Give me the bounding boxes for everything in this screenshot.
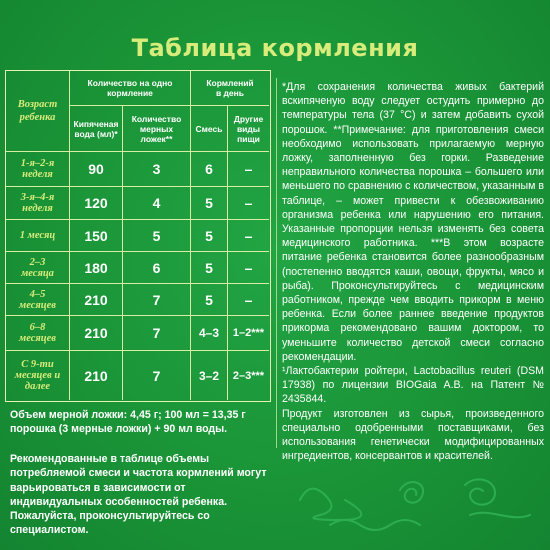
table-cell-spoons: 7 bbox=[152, 291, 161, 308]
table-cell-mix: 4–3 bbox=[198, 326, 220, 340]
table-cell-water: 180 bbox=[84, 259, 108, 276]
amount-group-header: Количество на одно кормление bbox=[87, 78, 173, 98]
table-cell-other: – bbox=[244, 195, 253, 211]
table-row-age: 1-я–2-я неделя bbox=[20, 158, 55, 180]
table-cell-spoons: 6 bbox=[152, 259, 161, 276]
table-row-age: 4–5 месяцев bbox=[19, 288, 56, 311]
table-cell-spoons: 7 bbox=[152, 325, 161, 341]
other-food-column-header: Другие виды пищи bbox=[233, 113, 264, 144]
table-cell-spoons: 5 bbox=[152, 227, 161, 244]
swirl-shape bbox=[470, 513, 530, 518]
table-row-age: 2–3 месяца bbox=[21, 256, 54, 279]
table-cell-other: – bbox=[244, 227, 253, 244]
table-row-age: 1 месяц bbox=[19, 230, 56, 241]
page-title: Таблица кормления bbox=[131, 34, 419, 62]
table-cell-mix: 5 bbox=[205, 227, 213, 244]
swirl-shape bbox=[465, 479, 495, 504]
table-cell-other: 2–3*** bbox=[232, 369, 265, 382]
lactobacillus-paragraph: ¹Лактобактерии ройтери, Lactobacillus reuteri (DSM 17938) по лицензии BIOGaia A.B. на Патент № 2435844. bbox=[282, 365, 544, 406]
table-cell-water: 210 bbox=[84, 325, 108, 341]
recommendation-note: Рекомендованные в таблице объемы потребляемой смеси и частота кормлений могут варьироваться в зависимости от индивидуальных особенностей ребенка. Пожалуйста, проконсультируйтесь со специалистом. bbox=[10, 453, 267, 537]
feedings-group-header: Кормлений в день bbox=[206, 78, 254, 98]
spoon-volume-line: Объем мерной ложки: 4,45 г; 100 мл = 13,35 г bbox=[10, 409, 246, 421]
table-cell-water: 120 bbox=[84, 195, 108, 211]
spoons-column-header: Количество мерных ложек** bbox=[131, 113, 182, 144]
table-cell-mix: 5 bbox=[205, 259, 213, 276]
table-cell-mix: 5 bbox=[205, 195, 213, 211]
ingredients-paragraph: Продукт изготовлен из сырья, произведенного специально одобренными поставщиками, без использования генетически модифицированных ингредиентов, консервантов и красителей. bbox=[282, 407, 544, 463]
table-row-age: С 9-ти месяцев и далее bbox=[14, 359, 61, 392]
decorative-swirls bbox=[0, 430, 550, 550]
swirl-shape bbox=[330, 520, 420, 530]
table-cell-other: – bbox=[244, 161, 253, 177]
table-cell-other: 1–2*** bbox=[232, 327, 265, 339]
table-cell-water: 150 bbox=[84, 227, 108, 244]
table-cell-other: – bbox=[244, 259, 253, 276]
footnotes-paragraph: *Для сохранения количества живых бактерий вскипяченую воду следует остудить примерно до температуры тела (37 °С) и затем добавить сухой порошок. **Примечание: для приготовления смеси необходимо использовать прилагаемую мерную ложку, заполненную без горки. Разведение неправильного количества порошка – большего или меньшего по сравнению с количеством, указанным в таблице, – может привести к обезвоживанию организма ребенка или нарушению его питания. Указанные пропорции нельзя изменять без совета медицинского работника. ***В этом возрасте питание ребенка становится более разнообразным (постепенно вводятся каши, овощи, фрукты, мясо и рыба). Проконсультируйтесь с медицинским работником, прежде чем вводить прикорм в меню ребенка. Если более раннее введение продуктов прикорма рекомендовано вашим доктором, то уменьшите количество детской смеси согласно рекомендации. bbox=[282, 81, 544, 363]
column-divider bbox=[276, 78, 277, 448]
table-row-age: 3-я–4-я неделя bbox=[20, 192, 55, 214]
table-cell-spoons: 7 bbox=[152, 367, 161, 384]
footnotes-column bbox=[282, 80, 544, 463]
swirl-shape bbox=[400, 482, 423, 503]
table-cell-spoons: 3 bbox=[152, 161, 161, 177]
table-cell-spoons: 4 bbox=[152, 195, 161, 211]
swirl-shape bbox=[300, 489, 361, 520]
spoon-volume-line: порошка (3 мерные ложки) + 90 мл воды. bbox=[10, 423, 228, 436]
table-cell-mix: 3–2 bbox=[198, 368, 220, 383]
table-cell-mix: 5 bbox=[205, 291, 213, 308]
table-cell-water: 210 bbox=[84, 367, 108, 384]
table-cell-water: 210 bbox=[84, 291, 108, 308]
table-cell-mix: 6 bbox=[205, 161, 213, 177]
table-cell-other: – bbox=[244, 291, 253, 308]
table-row-age: 6–8 месяцев bbox=[19, 322, 56, 344]
mix-column-header: Смесь bbox=[195, 123, 223, 134]
table-cell-water: 90 bbox=[88, 161, 104, 177]
age-header: Возраст ребенка bbox=[17, 99, 58, 123]
water-column-header: Кипяченая вода (мл)* bbox=[73, 118, 119, 139]
feeding-table bbox=[5, 70, 271, 402]
